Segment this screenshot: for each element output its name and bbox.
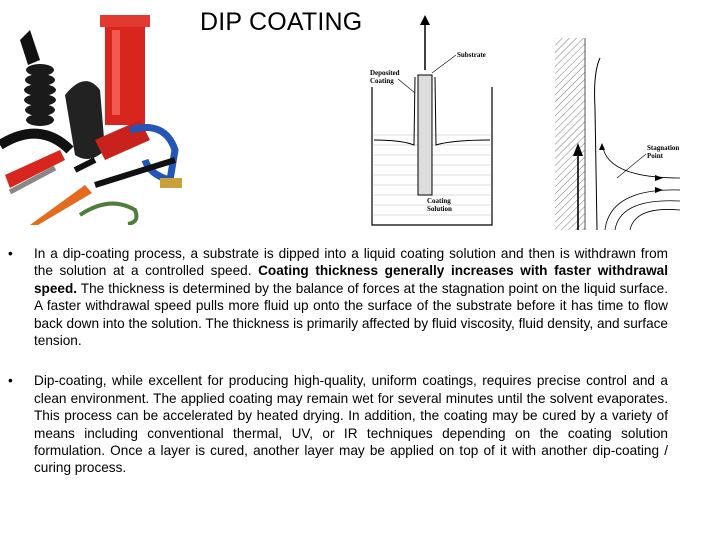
slide-title: DIP COATING xyxy=(200,8,363,36)
solution-label-1: Coating xyxy=(427,197,451,205)
substrate-wall xyxy=(555,38,585,230)
bullet-marker: • xyxy=(8,246,13,261)
bullet-2-text: Dip-coating, while excellent for producing high-quality, uniform coatings, requires precise control and a clean environment. The applied coating may remain wet for several minutes until the solvent evaporates. This process can be accelerated by heated drying. In addition, the coating may be cured by a variety of means including conventional thermal, UV, or IR techniques depending on the coating solution formulation. Once a layer is cured, another layer may be applied on top of it with another dip-coating / curing process. xyxy=(34,373,668,476)
stagnation-label-1: Stagnation xyxy=(647,144,680,152)
bullet-1-text: In a dip-coating process, a substrate is dipped into a liquid coating solution and then is withdrawn from the solution at a controlled speed. xyxy=(34,246,668,279)
substrate xyxy=(418,75,432,195)
bullet-item-1 xyxy=(8,245,668,349)
solution-label-2: Solution xyxy=(427,205,452,213)
bullet-marker: • xyxy=(8,373,13,389)
deposited-label-2: Coating xyxy=(370,77,394,85)
dipped-products-image xyxy=(0,10,190,225)
bullet-1-text-end: The thickness is determined by the balance of forces at the stagnation point on the liquid surface. A faster withdrawal speed pulls more fluid up onto the surface of the substrate before it has time to flow back down into the solution. The thickness is primarily affected by fluid viscosity, fluid density, and surface tension. xyxy=(34,280,668,349)
dip-coating-diagram xyxy=(362,15,502,230)
substrate-label: Substrate xyxy=(457,51,486,59)
bullet-item-2 xyxy=(8,372,668,476)
bullet-1-bold-text: Coating thickness generally increases with faster withdrawal speed. xyxy=(34,263,668,296)
stagnation-label-2: Point xyxy=(647,152,663,160)
deposited-label-1: Deposited xyxy=(370,69,400,77)
bullet-list xyxy=(8,245,668,500)
stagnation-point-diagram xyxy=(555,38,690,230)
